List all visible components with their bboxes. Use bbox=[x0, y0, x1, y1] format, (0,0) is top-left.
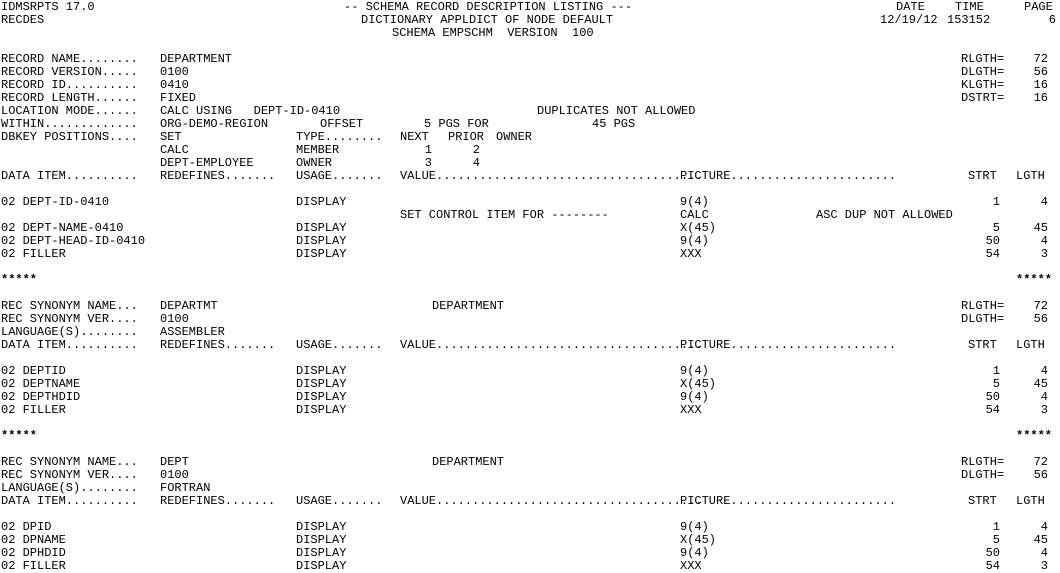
data-item-name: 02 FILLER bbox=[1, 247, 66, 261]
data-item-name: 02 DEPT-ID-0410 bbox=[1, 195, 110, 209]
synonym-version-label: REC SYNONYM VER.... bbox=[1, 468, 138, 482]
data-item-lgth: 3 bbox=[1040, 559, 1048, 573]
rlgth-value: 72 bbox=[1033, 52, 1048, 66]
column-lgth: LGTH bbox=[1016, 338, 1045, 352]
dlgth-value: 56 bbox=[1033, 312, 1048, 326]
column-usage: USAGE....... bbox=[296, 494, 383, 508]
synonym-name-label: REC SYNONYM NAME... bbox=[1, 455, 138, 469]
schema-line: SCHEMA EMPSCHM VERSION 100 bbox=[392, 26, 594, 40]
dbkey-set: DEPT-EMPLOYEE bbox=[160, 156, 254, 170]
synonym-name: DEPT bbox=[160, 455, 189, 469]
dbkey-type: MEMBER bbox=[296, 143, 340, 157]
data-item-strt: 50 bbox=[985, 546, 1000, 560]
data-item-picture: XXX bbox=[680, 559, 702, 573]
data-item-picture: 9(4) bbox=[680, 546, 709, 560]
dbkey-set-header: SET bbox=[160, 130, 182, 144]
data-item-name: 02 DPHDID bbox=[1, 546, 66, 560]
data-item-strt: 50 bbox=[985, 390, 1000, 404]
date-label: DATE bbox=[896, 0, 925, 14]
column-lgth: LGTH bbox=[1016, 494, 1045, 508]
data-item-name: 02 DPNAME bbox=[1, 533, 66, 547]
data-item-lgth: 4 bbox=[1040, 364, 1048, 378]
report-time: 153152 bbox=[947, 13, 991, 27]
dbkey-positions-label: DBKEY POSITIONS.... bbox=[1, 130, 138, 144]
column-usage: USAGE....... bbox=[296, 338, 383, 352]
synonym-version: 0100 bbox=[160, 468, 189, 482]
data-item-picture: X(45) bbox=[680, 533, 717, 547]
data-item-name: 02 DEPT-HEAD-ID-0410 bbox=[1, 234, 146, 248]
column-value: VALUE..................................... bbox=[400, 338, 703, 352]
record-id-label: RECORD ID.......... bbox=[1, 78, 138, 92]
column-picture: PICTURE....................... bbox=[680, 169, 897, 183]
data-item-strt: 1 bbox=[992, 364, 1000, 378]
data-item-usage: DISPLAY bbox=[296, 533, 347, 547]
language-label: LANGUAGE(S)........ bbox=[1, 481, 138, 495]
data-item-strt: 5 bbox=[992, 221, 1000, 235]
area-pages: 45 PGS bbox=[592, 117, 636, 131]
data-item-usage: DISPLAY bbox=[296, 364, 347, 378]
data-item-lgth: 45 bbox=[1033, 221, 1048, 235]
rlgth-value: 72 bbox=[1033, 299, 1048, 313]
record-length-label: RECORD LENGTH...... bbox=[1, 91, 138, 105]
report-code: RECDES bbox=[1, 13, 45, 27]
data-item-strt: 5 bbox=[992, 377, 1000, 391]
data-item-usage: DISPLAY bbox=[296, 390, 347, 404]
data-item-usage: DISPLAY bbox=[296, 520, 347, 534]
data-item-lgth: 4 bbox=[1040, 390, 1048, 404]
data-item-strt: 50 bbox=[985, 234, 1000, 248]
dbkey-owner-header: OWNER bbox=[496, 130, 533, 144]
data-item-lgth: 4 bbox=[1040, 195, 1048, 209]
report-title: -- SCHEMA RECORD DESCRIPTION LISTING --- bbox=[344, 0, 633, 14]
dstrt-label: DSTRT= bbox=[961, 91, 1005, 105]
dbkey-next-header: NEXT bbox=[400, 130, 429, 144]
column-redefines: REDEFINES....... bbox=[160, 169, 276, 183]
record-version: 0100 bbox=[160, 65, 189, 79]
column-strt: STRT bbox=[968, 494, 997, 508]
dbkey-set: CALC bbox=[160, 143, 189, 157]
data-item-usage: DISPLAY bbox=[296, 234, 347, 248]
location-mode-label: LOCATION MODE...... bbox=[1, 104, 138, 118]
set-control-text: SET CONTROL ITEM FOR -------- bbox=[400, 208, 609, 222]
column-value: VALUE..................................... bbox=[400, 169, 703, 183]
record-version-label: RECORD VERSION..... bbox=[1, 65, 138, 79]
data-item-name: 02 DEPT-NAME-0410 bbox=[1, 221, 124, 235]
data-item-usage: DISPLAY bbox=[296, 546, 347, 560]
data-item-strt: 54 bbox=[985, 403, 1000, 417]
data-item-lgth: 3 bbox=[1040, 403, 1048, 417]
data-item-usage: DISPLAY bbox=[296, 559, 347, 573]
data-item-picture: 9(4) bbox=[680, 520, 709, 534]
data-item-strt: 54 bbox=[985, 559, 1000, 573]
page-label: PAGE bbox=[1024, 0, 1053, 14]
dlgth-label: DLGTH= bbox=[961, 65, 1005, 79]
data-item-picture: X(45) bbox=[680, 377, 717, 391]
column-picture: PICTURE....................... bbox=[680, 338, 897, 352]
data-item-picture: XXX bbox=[680, 247, 702, 261]
synonym-name: DEPARTMT bbox=[160, 299, 218, 313]
synonym-name-label: REC SYNONYM NAME... bbox=[1, 299, 138, 313]
synonym-record: DEPARTMENT bbox=[432, 455, 505, 469]
separator-right: ***** bbox=[1016, 273, 1053, 287]
data-item-picture: X(45) bbox=[680, 221, 717, 235]
separator-left: ***** bbox=[1, 273, 38, 287]
dbkey-prior-header: PRIOR bbox=[448, 130, 485, 144]
data-item-strt: 1 bbox=[992, 520, 1000, 534]
dlgth-value: 56 bbox=[1033, 468, 1048, 482]
synonym-version: 0100 bbox=[160, 312, 189, 326]
offset-pages: 5 PGS FOR bbox=[424, 117, 489, 131]
data-item-usage: DISPLAY bbox=[296, 221, 347, 235]
offset-label: OFFSET bbox=[320, 117, 364, 131]
data-item-picture: 9(4) bbox=[680, 390, 709, 404]
data-item-picture: XXX bbox=[680, 403, 702, 417]
duplicates-rule: DUPLICATES NOT ALLOWED bbox=[537, 104, 696, 118]
column-strt: STRT bbox=[968, 169, 997, 183]
column-picture: PICTURE....................... bbox=[680, 494, 897, 508]
dbkey-type: OWNER bbox=[296, 156, 333, 170]
set-control-order: ASC DUP NOT ALLOWED bbox=[816, 208, 953, 222]
report-date: 12/19/12 bbox=[880, 13, 938, 27]
rlgth-label: RLGTH= bbox=[961, 455, 1005, 469]
data-item-usage: DISPLAY bbox=[296, 247, 347, 261]
dlgth-value: 56 bbox=[1033, 65, 1048, 79]
within-area: ORG-DEMO-REGION bbox=[160, 117, 269, 131]
location-mode: CALC USING DEPT-ID-0410 bbox=[160, 104, 341, 118]
data-item-usage: DISPLAY bbox=[296, 377, 347, 391]
column-value: VALUE..................................... bbox=[400, 494, 703, 508]
data-item-strt: 1 bbox=[992, 195, 1000, 209]
record-name: DEPARTMENT bbox=[160, 52, 233, 66]
data-item-usage: DISPLAY bbox=[296, 403, 347, 417]
data-item-name: 02 DEPTHDID bbox=[1, 390, 81, 404]
dlgth-label: DLGTH= bbox=[961, 312, 1005, 326]
record-id: 0410 bbox=[160, 78, 189, 92]
time-label: TIME bbox=[955, 0, 984, 14]
set-control-calc: CALC bbox=[680, 208, 709, 222]
dstrt-value: 16 bbox=[1033, 91, 1048, 105]
data-item-lgth: 3 bbox=[1040, 247, 1048, 261]
synonym-version-label: REC SYNONYM VER.... bbox=[1, 312, 138, 326]
data-item-lgth: 4 bbox=[1040, 546, 1048, 560]
separator-left: ***** bbox=[1, 429, 38, 443]
dbkey-type-header: TYPE........ bbox=[296, 130, 383, 144]
data-item-lgth: 45 bbox=[1033, 377, 1048, 391]
program-id: IDMSRPTS 17.0 bbox=[1, 0, 95, 14]
dbkey-prior: 4 bbox=[472, 156, 480, 170]
dlgth-label: DLGTH= bbox=[961, 468, 1005, 482]
data-item-strt: 54 bbox=[985, 247, 1000, 261]
column-usage: USAGE....... bbox=[296, 169, 383, 183]
data-item-picture: 9(4) bbox=[680, 364, 709, 378]
data-item-strt: 5 bbox=[992, 533, 1000, 547]
record-length: FIXED bbox=[160, 91, 197, 105]
data-item-usage: DISPLAY bbox=[296, 195, 347, 209]
data-item-picture: 9(4) bbox=[680, 195, 709, 209]
klgth-label: KLGTH= bbox=[961, 78, 1005, 92]
column-redefines: REDEFINES....... bbox=[160, 338, 276, 352]
language-label: LANGUAGE(S)........ bbox=[1, 325, 138, 339]
dbkey-prior: 2 bbox=[472, 143, 480, 157]
column-data-item: DATA ITEM.......... bbox=[1, 338, 138, 352]
data-item-lgth: 45 bbox=[1033, 533, 1048, 547]
separator-right: ***** bbox=[1016, 429, 1053, 443]
language: ASSEMBLER bbox=[160, 325, 225, 339]
data-item-name: 02 DEPTNAME bbox=[1, 377, 81, 391]
dbkey-next: 1 bbox=[424, 143, 432, 157]
column-data-item: DATA ITEM.......... bbox=[1, 494, 138, 508]
synonym-record: DEPARTMENT bbox=[432, 299, 505, 313]
column-redefines: REDEFINES....... bbox=[160, 494, 276, 508]
klgth-value: 16 bbox=[1033, 78, 1048, 92]
data-item-lgth: 4 bbox=[1040, 520, 1048, 534]
rlgth-value: 72 bbox=[1033, 455, 1048, 469]
column-strt: STRT bbox=[968, 338, 997, 352]
data-item-name: 02 FILLER bbox=[1, 403, 66, 417]
rlgth-label: RLGTH= bbox=[961, 299, 1005, 313]
dbkey-next: 3 bbox=[424, 156, 432, 170]
data-item-lgth: 4 bbox=[1040, 234, 1048, 248]
data-item-name: 02 FILLER bbox=[1, 559, 66, 573]
rlgth-label: RLGTH= bbox=[961, 52, 1005, 66]
data-item-picture: 9(4) bbox=[680, 234, 709, 248]
language: FORTRAN bbox=[160, 481, 211, 495]
report-subtitle: DICTIONARY APPLDICT OF NODE DEFAULT bbox=[361, 13, 614, 27]
data-item-name: 02 DPID bbox=[1, 520, 52, 534]
data-item-name: 02 DEPTID bbox=[1, 364, 66, 378]
record-name-label: RECORD NAME........ bbox=[1, 52, 138, 66]
within-label: WITHIN............. bbox=[1, 117, 138, 131]
page-number: 6 bbox=[1048, 13, 1056, 27]
column-data-item: DATA ITEM.......... bbox=[1, 169, 138, 183]
column-lgth: LGTH bbox=[1016, 169, 1045, 183]
